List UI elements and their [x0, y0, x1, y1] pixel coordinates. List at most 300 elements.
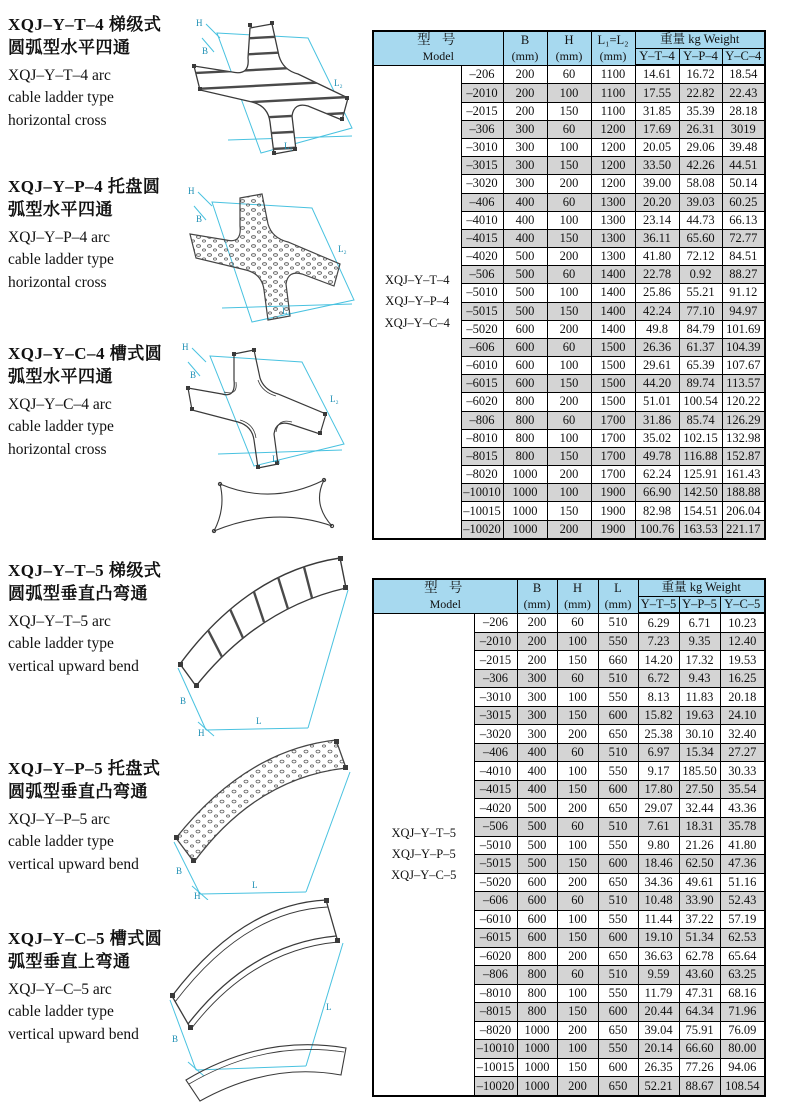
value-cell: 25.38 — [638, 725, 679, 744]
value-cell: 150 — [557, 706, 598, 725]
model-suffix-cell: –306 — [474, 669, 517, 688]
weight-header: 重量 kg Weight — [638, 579, 765, 596]
value-cell: 200 — [547, 393, 591, 411]
value-cell: 65.64 — [720, 947, 765, 966]
value-cell: 36.63 — [638, 947, 679, 966]
value-cell: 1400 — [591, 320, 635, 338]
value-cell: 18.54 — [722, 65, 765, 84]
value-cell: 206.04 — [722, 502, 765, 520]
value-cell: 72.12 — [679, 248, 722, 266]
title-line: 弧型水平四通 — [8, 366, 113, 386]
model-suffix-cell: –5020 — [461, 320, 503, 338]
b-label: B — [520, 33, 530, 48]
section-title-en — [8, 65, 176, 132]
model-header-zh: 型 号 — [417, 32, 460, 48]
value-cell: 200 — [547, 466, 591, 484]
value-cell: 62.78 — [679, 947, 720, 966]
value-cell: 152.87 — [722, 447, 765, 465]
value-cell: 1400 — [591, 302, 635, 320]
model-suffix-cell: –806 — [461, 411, 503, 429]
value-cell: 300 — [503, 157, 547, 175]
value-cell: 510 — [598, 818, 638, 837]
value-cell: 62.24 — [635, 466, 679, 484]
model-group-line: XQJ–Y–P–5 — [391, 846, 456, 861]
value-cell: 113.57 — [722, 375, 765, 393]
value-cell: 62.50 — [679, 855, 720, 874]
spec-table-4-wrap — [372, 30, 764, 540]
value-cell: 200 — [547, 520, 591, 539]
model-suffix-cell: –4015 — [461, 229, 503, 247]
value-cell: 100 — [557, 762, 598, 781]
value-cell: 300 — [503, 175, 547, 193]
value-cell: 550 — [598, 910, 638, 929]
value-cell: 51.16 — [720, 873, 765, 892]
value-cell: 200 — [557, 1021, 598, 1040]
value-cell: 100 — [547, 357, 591, 375]
section-title-zh — [8, 758, 176, 804]
value-cell: 23.14 — [635, 211, 679, 229]
value-cell: 11.44 — [638, 910, 679, 929]
h-label: H — [564, 33, 574, 48]
value-cell: 15.34 — [679, 743, 720, 762]
value-cell: 31.85 — [635, 102, 679, 120]
title-line: XQJ–Y–T–5 梯级式 — [8, 561, 162, 580]
model-suffix-cell: –4015 — [474, 780, 517, 799]
product-section-4 — [8, 560, 176, 678]
value-cell: 60 — [547, 65, 591, 84]
plan-band-outline — [186, 1045, 346, 1101]
value-cell: 800 — [503, 393, 547, 411]
value-cell: 100 — [557, 1040, 598, 1059]
title-line: cable ladder type — [8, 635, 114, 653]
table-row — [373, 613, 765, 632]
value-cell: 550 — [598, 762, 638, 781]
value-cell: 600 — [517, 929, 557, 948]
value-cell: 163.53 — [679, 520, 722, 539]
title-line: XQJ–Y–T–5 arc — [8, 612, 111, 630]
value-cell: 101.69 — [722, 320, 765, 338]
value-cell: 108.54 — [720, 1077, 765, 1096]
value-cell: 100 — [547, 429, 591, 447]
value-cell: 1000 — [503, 466, 547, 484]
value-cell: 400 — [503, 211, 547, 229]
spec-table-5-wrap — [372, 578, 764, 1097]
value-cell: 200 — [547, 320, 591, 338]
value-cell: 47.31 — [679, 984, 720, 1003]
value-cell: 89.74 — [679, 375, 722, 393]
model-suffix-cell: –3015 — [474, 706, 517, 725]
value-cell: 72.77 — [722, 229, 765, 247]
model-suffix-cell: –6010 — [474, 910, 517, 929]
spec-table-4 — [372, 30, 766, 540]
section-title-en — [8, 394, 176, 461]
value-cell: 150 — [547, 447, 591, 465]
value-cell: 60.25 — [722, 193, 765, 211]
value-cell: 150 — [557, 780, 598, 799]
value-cell: 300 — [517, 706, 557, 725]
value-cell: 107.67 — [722, 357, 765, 375]
value-cell: 1100 — [591, 65, 635, 84]
value-cell: 60 — [547, 338, 591, 356]
value-cell: 660 — [598, 651, 638, 670]
value-cell: 22.43 — [722, 84, 765, 102]
value-cell: 26.31 — [679, 120, 722, 138]
value-cell: 47.36 — [720, 855, 765, 874]
value-cell: 32.44 — [679, 799, 720, 818]
weight-col-3: Y–C–5 — [720, 596, 765, 613]
value-cell: 71.96 — [720, 1003, 765, 1022]
value-cell: 188.88 — [722, 484, 765, 502]
diagram-ladder-bend-icon — [158, 552, 373, 737]
dim-label-l1: L₁ — [272, 454, 281, 464]
value-cell: 7.23 — [638, 632, 679, 651]
value-cell: 100.76 — [635, 520, 679, 539]
model-suffix-cell: –8010 — [474, 984, 517, 1003]
model-suffix-cell: –606 — [461, 338, 503, 356]
dim-label-l: L — [256, 716, 262, 726]
value-cell: 60 — [557, 613, 598, 632]
value-cell: 66.13 — [722, 211, 765, 229]
value-cell: 63.25 — [720, 966, 765, 985]
value-cell: 200 — [517, 632, 557, 651]
value-cell: 12.40 — [720, 632, 765, 651]
diagram-channel-cross-icon — [162, 336, 374, 536]
model-suffix-cell: –6020 — [474, 947, 517, 966]
value-cell: 64.34 — [679, 1003, 720, 1022]
value-cell: 650 — [598, 873, 638, 892]
value-cell: 500 — [503, 266, 547, 284]
value-cell: 600 — [517, 892, 557, 911]
model-suffix-cell: –3010 — [461, 139, 503, 157]
value-cell: 500 — [517, 855, 557, 874]
value-cell: 150 — [557, 929, 598, 948]
value-cell: 650 — [598, 1077, 638, 1096]
value-cell: 60 — [557, 892, 598, 911]
model-suffix-cell: –2010 — [474, 632, 517, 651]
model-group-line: XQJ–Y–T–4 — [384, 273, 450, 287]
value-cell: 150 — [547, 157, 591, 175]
value-cell: 1000 — [503, 484, 547, 502]
value-cell: 20.05 — [635, 139, 679, 157]
dim-label-b: B — [190, 370, 197, 380]
value-cell: 9.80 — [638, 836, 679, 855]
value-cell: 39.48 — [722, 139, 765, 157]
model-suffix-cell: –4010 — [474, 762, 517, 781]
value-cell: 6.29 — [638, 613, 679, 632]
value-cell: 1200 — [591, 120, 635, 138]
value-cell: 600 — [503, 357, 547, 375]
value-cell: 150 — [557, 651, 598, 670]
value-cell: 44.73 — [679, 211, 722, 229]
value-cell: 200 — [557, 725, 598, 744]
section-title-en — [8, 809, 176, 876]
value-cell: 41.80 — [720, 836, 765, 855]
value-cell: 650 — [598, 725, 638, 744]
value-cell: 150 — [547, 502, 591, 520]
spec-table-5 — [372, 578, 766, 1097]
value-cell: 35.39 — [679, 102, 722, 120]
value-cell: 1000 — [503, 520, 547, 539]
value-cell: 221.17 — [722, 520, 765, 539]
value-cell: 33.50 — [635, 157, 679, 175]
value-cell: 100 — [557, 836, 598, 855]
value-cell: 1700 — [591, 447, 635, 465]
value-cell: 300 — [517, 669, 557, 688]
dim-label-b: B — [172, 1034, 179, 1044]
b-label: B — [532, 581, 542, 596]
value-cell: 600 — [598, 929, 638, 948]
value-cell: 20.20 — [635, 193, 679, 211]
value-cell: 150 — [547, 375, 591, 393]
model-suffix-cell: –2015 — [461, 102, 503, 120]
value-cell: 26.36 — [635, 338, 679, 356]
model-suffix-cell: –8010 — [461, 429, 503, 447]
weight-col-1: Y–T–5 — [638, 596, 679, 613]
model-suffix-cell: –206 — [461, 65, 503, 84]
value-cell: 550 — [598, 632, 638, 651]
title-line: XQJ–Y–P–4 托盘圆 — [8, 177, 161, 196]
diagram-ladder-cross-icon — [162, 8, 372, 173]
value-cell: 66.60 — [679, 1040, 720, 1059]
value-cell: 76.09 — [720, 1021, 765, 1040]
value-cell: 44.51 — [722, 157, 765, 175]
model-suffix-cell: –10015 — [474, 1058, 517, 1077]
value-cell: 16.25 — [720, 669, 765, 688]
value-cell: 82.98 — [635, 502, 679, 520]
dim-label-h: H — [194, 891, 201, 900]
value-cell: 22.82 — [679, 84, 722, 102]
value-cell: 400 — [517, 780, 557, 799]
mm-label: (mm) — [564, 596, 591, 611]
model-suffix-cell: –6015 — [474, 929, 517, 948]
value-cell: 300 — [517, 688, 557, 707]
value-cell: 24.10 — [720, 706, 765, 725]
value-cell: 21.26 — [679, 836, 720, 855]
value-cell: 1100 — [591, 102, 635, 120]
model-suffix-cell: –10020 — [461, 520, 503, 539]
value-cell: 58.08 — [679, 175, 722, 193]
model-header-en: Model — [422, 49, 454, 64]
model-suffix-cell: –5020 — [474, 873, 517, 892]
value-cell: 600 — [598, 1003, 638, 1022]
value-cell: 91.12 — [722, 284, 765, 302]
mm-label: (mm) — [523, 596, 551, 611]
value-cell: 18.46 — [638, 855, 679, 874]
weight-col-3: Y–C–4 — [722, 48, 765, 65]
value-cell: 100 — [547, 139, 591, 157]
value-cell: 800 — [517, 1003, 557, 1022]
product-section-1 — [8, 14, 176, 132]
value-cell: 51.01 — [635, 393, 679, 411]
value-cell: 300 — [503, 139, 547, 157]
model-suffix-cell: –5015 — [474, 855, 517, 874]
value-cell: 150 — [557, 1058, 598, 1077]
value-cell: 200 — [503, 65, 547, 84]
model-group-line: XQJ–Y–P–4 — [385, 294, 450, 309]
value-cell: 1500 — [591, 393, 635, 411]
value-cell: 36.11 — [635, 229, 679, 247]
value-cell: 9.35 — [679, 632, 720, 651]
value-cell: 400 — [503, 193, 547, 211]
h-header — [547, 31, 591, 65]
dim-label-h: H — [188, 186, 195, 196]
value-cell: 25.86 — [635, 284, 679, 302]
value-cell: 11.83 — [679, 688, 720, 707]
title-line: horizontal cross — [8, 111, 107, 129]
value-cell: 200 — [503, 102, 547, 120]
value-cell: 800 — [503, 447, 547, 465]
value-cell: 19.53 — [720, 651, 765, 670]
model-suffix-cell: –606 — [474, 892, 517, 911]
value-cell: 510 — [598, 669, 638, 688]
value-cell: 800 — [503, 411, 547, 429]
model-suffix-cell: –2015 — [474, 651, 517, 670]
model-suffix-cell: –3020 — [474, 725, 517, 744]
value-cell: 1000 — [517, 1040, 557, 1059]
value-cell: 85.74 — [679, 411, 722, 429]
value-cell: 88.67 — [679, 1077, 720, 1096]
value-cell: 57.19 — [720, 910, 765, 929]
value-cell: 60 — [547, 411, 591, 429]
dim-label-b: B — [196, 214, 203, 224]
model-suffix-cell: –506 — [474, 818, 517, 837]
value-cell: 77.26 — [679, 1058, 720, 1077]
value-cell: 39.03 — [679, 193, 722, 211]
title-line: XQJ–Y–C–5 槽式圆 — [8, 929, 163, 948]
value-cell: 510 — [598, 966, 638, 985]
model-suffix-cell: –8015 — [461, 447, 503, 465]
value-cell: 14.61 — [635, 65, 679, 84]
value-cell: 61.37 — [679, 338, 722, 356]
value-cell: 1700 — [591, 411, 635, 429]
value-cell: 33.90 — [679, 892, 720, 911]
model-suffix-cell: –2010 — [461, 84, 503, 102]
value-cell: 600 — [517, 873, 557, 892]
value-cell: 8.13 — [638, 688, 679, 707]
h-label: H — [572, 581, 583, 596]
value-cell: 27.50 — [679, 780, 720, 799]
value-cell: 49.78 — [635, 447, 679, 465]
value-cell: 94.06 — [720, 1058, 765, 1077]
value-cell: 600 — [598, 706, 638, 725]
value-cell: 550 — [598, 984, 638, 1003]
value-cell: 60 — [547, 266, 591, 284]
value-cell: 1300 — [591, 248, 635, 266]
value-cell: 1200 — [591, 175, 635, 193]
value-cell: 65.39 — [679, 357, 722, 375]
value-cell: 1300 — [591, 193, 635, 211]
value-cell: 15.82 — [638, 706, 679, 725]
l-header — [591, 31, 635, 65]
l-header — [598, 579, 638, 613]
value-cell: 142.50 — [679, 484, 722, 502]
weight-header: 重量 kg Weight — [635, 31, 765, 48]
title-line: vertical upward bend — [8, 1025, 139, 1043]
spec-table-5-body — [373, 613, 765, 1096]
value-cell: 29.61 — [635, 357, 679, 375]
model-suffix-cell: –6020 — [461, 393, 503, 411]
dim-label-b: B — [176, 866, 183, 876]
value-cell: 200 — [517, 613, 557, 632]
value-cell: 1300 — [591, 229, 635, 247]
title-line: 弧型垂直上弯通 — [8, 951, 131, 971]
title-line: horizontal cross — [8, 273, 107, 291]
diagram-tray-bend-icon — [158, 738, 373, 900]
value-cell: 800 — [517, 984, 557, 1003]
value-cell: 41.80 — [635, 248, 679, 266]
value-cell: 100 — [547, 484, 591, 502]
value-cell: 800 — [517, 947, 557, 966]
value-cell: 6.72 — [638, 669, 679, 688]
value-cell: 100 — [557, 910, 598, 929]
value-cell: 100 — [557, 632, 598, 651]
value-cell: 1200 — [591, 157, 635, 175]
title-line: cable ladder type — [8, 89, 114, 107]
value-cell: 400 — [503, 229, 547, 247]
value-cell: 150 — [557, 1003, 598, 1022]
value-cell: 400 — [517, 762, 557, 781]
dim-label-l2: L₂ — [338, 244, 347, 254]
value-cell: 800 — [503, 429, 547, 447]
title-line: cable ladder type — [8, 833, 114, 851]
section-title-zh — [8, 560, 176, 606]
value-cell: 1000 — [517, 1021, 557, 1040]
value-cell: 35.54 — [720, 780, 765, 799]
dim-label-l: L — [252, 880, 258, 890]
b-header — [503, 31, 547, 65]
value-cell: 10.23 — [720, 613, 765, 632]
model-suffix-cell: –10020 — [474, 1077, 517, 1096]
value-cell: 102.15 — [679, 429, 722, 447]
header-row-1 — [373, 579, 765, 596]
value-cell: 1900 — [591, 520, 635, 539]
header-row-1 — [373, 31, 765, 48]
value-cell: 132.98 — [722, 429, 765, 447]
value-cell: 650 — [598, 947, 638, 966]
value-cell: 1300 — [591, 211, 635, 229]
value-cell: 49.61 — [679, 873, 720, 892]
value-cell: 500 — [517, 836, 557, 855]
value-cell: 1000 — [503, 502, 547, 520]
title-line: XQJ–Y–T–4 arc — [8, 66, 111, 84]
model-suffix-cell: –306 — [461, 120, 503, 138]
value-cell: 100 — [547, 211, 591, 229]
section-title-en — [8, 611, 176, 678]
weight-col-2: Y–P–4 — [679, 48, 722, 65]
title-line: vertical upward bend — [8, 657, 139, 675]
value-cell: 55.21 — [679, 284, 722, 302]
value-cell: 1500 — [591, 357, 635, 375]
dim-label-l: L — [326, 1002, 332, 1012]
model-suffix-cell: –10010 — [474, 1040, 517, 1059]
value-cell: 500 — [503, 284, 547, 302]
diagram-channel-bend-icon — [158, 898, 373, 1102]
dim-label-l1: L₁ — [282, 306, 291, 316]
value-cell: 600 — [598, 780, 638, 799]
value-cell: 9.43 — [679, 669, 720, 688]
value-cell: 116.88 — [679, 447, 722, 465]
value-cell: 35.02 — [635, 429, 679, 447]
value-cell: 42.26 — [679, 157, 722, 175]
value-cell: 60 — [547, 120, 591, 138]
mm-label: (mm) — [599, 48, 627, 63]
value-cell: 1900 — [591, 484, 635, 502]
value-cell: 1400 — [591, 266, 635, 284]
model-suffix-cell: –4020 — [461, 248, 503, 266]
value-cell: 22.78 — [635, 266, 679, 284]
value-cell: 1200 — [591, 139, 635, 157]
value-cell: 34.36 — [638, 873, 679, 892]
